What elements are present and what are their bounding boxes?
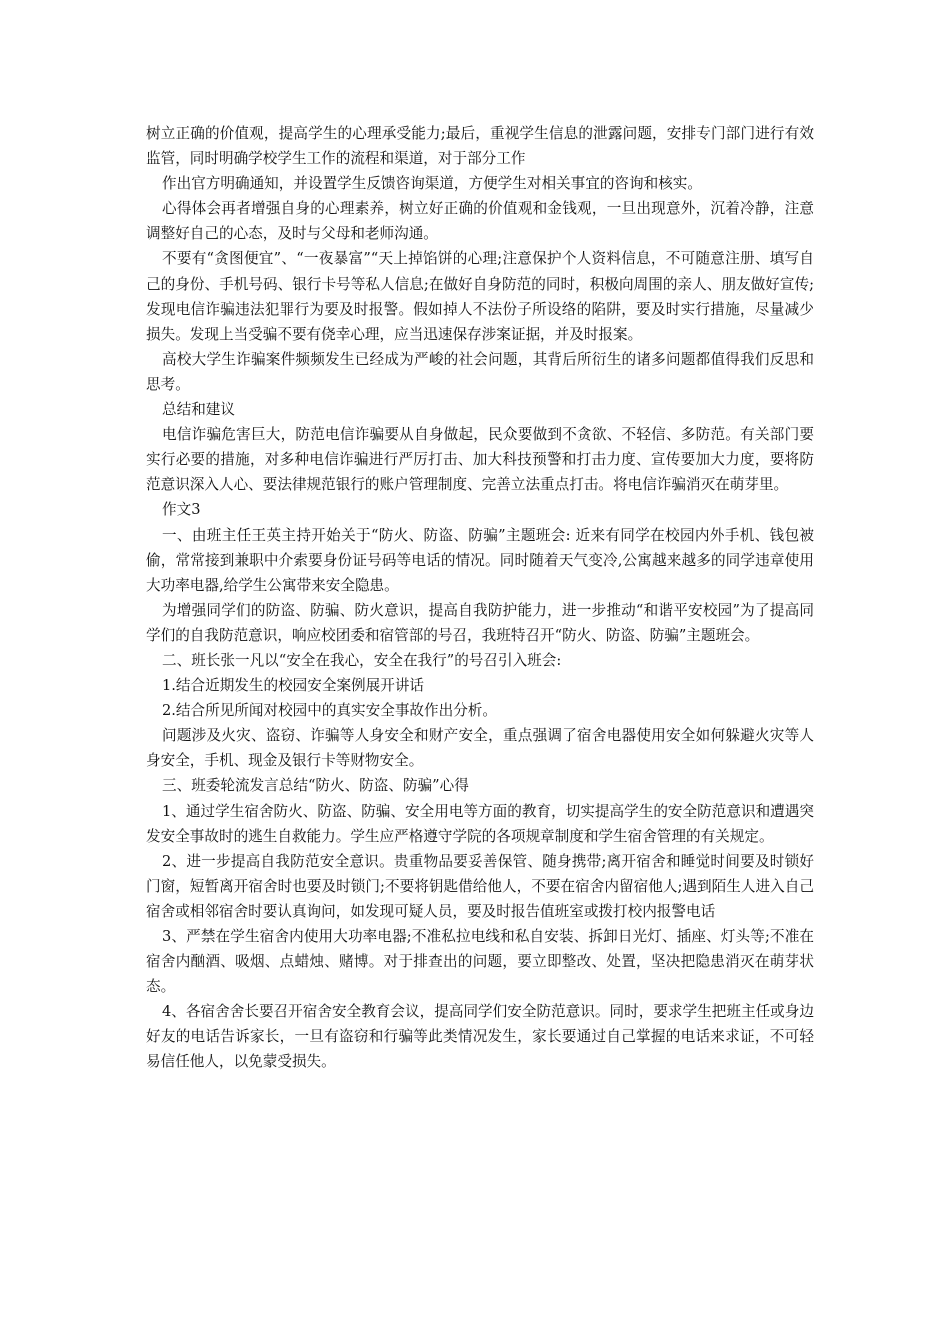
- list-item: 1、通过学生宿舍防火、防盗、防骗、安全用电等方面的教育，切实提高学生的安全防范意识和遭遇突发安全事故时的逃生自救能力。学生应严格遵守学院的各项规章制度和学生宿舍管理的有关规定。: [146, 802, 814, 845]
- list-item: 1.结合近期发生的校园安全案例展开讲话: [162, 677, 425, 695]
- paragraph: 为增强同学们的防盗、防骗、防火意识，提高自我防护能力，进一步推动“和谐平安校园”为了提高同学们的自我防范意识，响应校团委和宿管部的号召，我班特召开“防火、防盗、防骗”主题班会。: [146, 601, 814, 644]
- list-item: 2.结合所见所闻对校园中的真实安全事故作出分析。: [162, 702, 497, 720]
- paragraph: 电信诈骗危害巨大，防范电信诈骗要从自身做起，民众要做到不贪欲、不轻信、多防范。有关部门要实行必要的措施，对多种电信诈骗进行严厉打击、加大科技预警和打击力度、宣传要加大力度，要将防范意识深入人心、要法律规范银行的账户管理制度、完善立法重点打击。将电信诈骗消灭在萌芽里。: [146, 426, 814, 494]
- list-item: 4、各宿舍舍长要召开宿舍安全教育会议，提高同学们安全防范意识。同时，要求学生把班主任或身边好友的电话告诉家长，一旦有盗窃和行骗等此类情况发生，家长要通过自己掌握的电话来求证，不可轻易信任他人，以免蒙受损失。: [146, 1003, 814, 1071]
- paragraph: 一、由班主任王英主持开始关于“防火、防盗、防骗”主题班会: 近来有同学在校园内外手机、钱包被偷，常常接到兼职中介索要身份证号码等电话的情况。同时随着天气变冷,公寓越来越多的同学违章使用大功率电器,给学生公寓带来安全隐患。: [146, 526, 814, 594]
- paragraph: 三、班委轮流发言总结“防火、防盗、防骗”心得: [162, 777, 469, 795]
- paragraph: 二、班长张一凡以“安全在我心，安全在我行”的号召引入班会:: [162, 651, 562, 669]
- paragraph: 树立正确的价值观，提高学生的心理承受能力;最后，重视学生信息的泄露问题，安排专门部门进行有效监管，同时明确学校学生工作的流程和渠道，对于部分工作: [146, 125, 814, 168]
- list-item: 2、进一步提高自我防范安全意识。贵重物品要妥善保管、随身携带;离开宿舍和睡觉时间要及时锁好门窗，短暂离开宿舍时也要及时锁门;不要将钥匙借给他人，不要在宿舍内留宿他人;遇到陌生人进入自己宿舍或相邻宿舍时要认真询问，如发现可疑人员，要及时报告值班室或拨打校内报警电话: [146, 852, 814, 920]
- list-item: 3、严禁在学生宿舍内使用大功率电器;不准私拉电线和私自安装、拆卸日光灯、插座、灯头等;不准在宿舍内酗酒、吸烟、点蜡烛、赌博。对于排查出的问题，要立即整改、处置，坚决把隐患消灭在萌芽状态。: [146, 928, 814, 996]
- section-heading: 作文3: [162, 501, 201, 519]
- document-page: [146, 121, 814, 1075]
- paragraph: 不要有“贪图便宜”、“一夜暴富”“天上掉馅饼的心理;注意保护个人资料信息，不可随意注册、填写自己的身份、手机号码、银行卡号等私人信息;在做好自身防范的同时，积极向周围的亲人、朋友做好宣传;发现电信诈骗违法犯罪行为要及时报警。假如掉人不法份子所设络的陷阱，要及时实行措施，尽量减少损失。发现上当受骗不要有侥幸心理，应当迅速保存涉案证据，并及时报案。: [146, 250, 814, 343]
- section-heading: 总结和建议: [162, 401, 235, 419]
- paragraph: 作出官方明确通知，并设置学生反馈咨询渠道，方便学生对相关事宜的咨询和核实。: [162, 175, 702, 193]
- paragraph: 问题涉及火灾、盗窃、诈骗等人身安全和财产安全，重点强调了宿舍电器使用安全如何躲避火灾等人身安全，手机、现金及银行卡等财物安全。: [146, 727, 814, 770]
- paragraph: 心得体会再者增强自身的心理素养，树立好正确的价值观和金钱观，一旦出现意外，沉着冷静，注意调整好自己的心态，及时与父母和老师沟通。: [146, 200, 814, 243]
- paragraph: 高校大学生诈骗案件频频发生已经成为严峻的社会问题，其背后所衍生的诸多问题都值得我们反思和思考。: [146, 350, 814, 393]
